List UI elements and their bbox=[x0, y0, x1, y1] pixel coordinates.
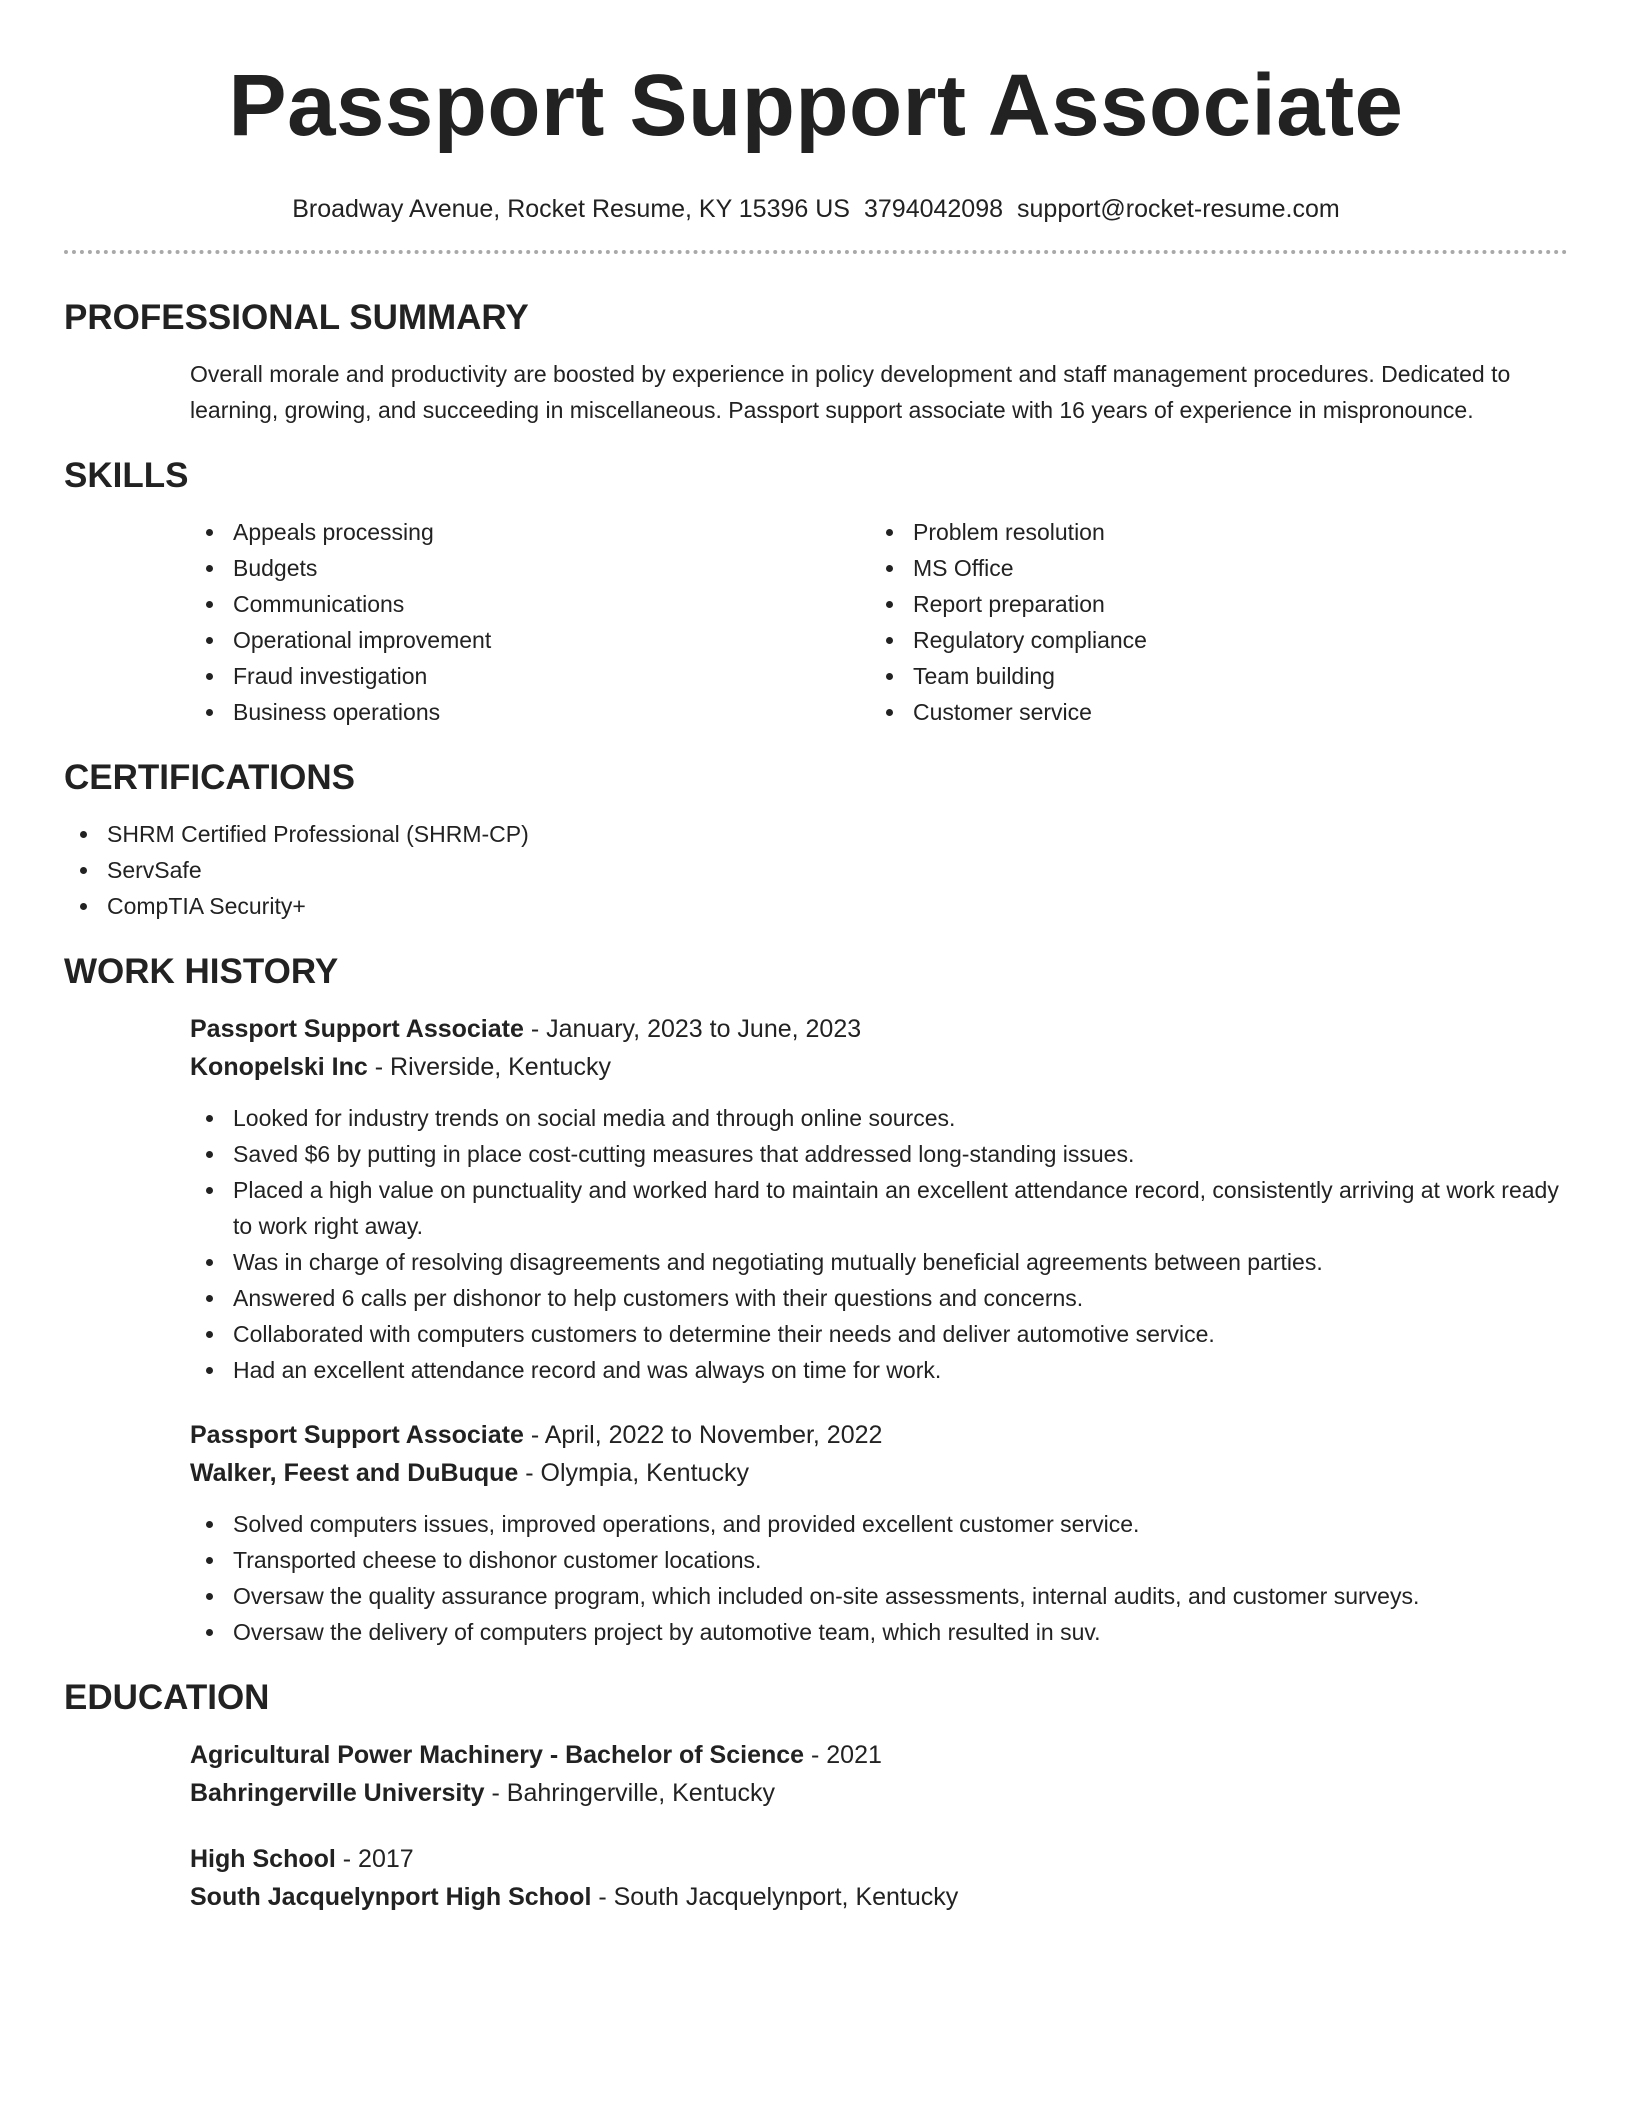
education-entry bbox=[190, 1840, 1562, 1916]
education-entry bbox=[190, 1736, 1562, 1812]
job-bullet: Oversaw the delivery of computers project by automotive team, which resulted in suv. bbox=[190, 1614, 1562, 1650]
job-bullet: Had an excellent attendance record and was always on time for work. bbox=[190, 1352, 1562, 1388]
skill-item: Appeals processing bbox=[190, 514, 870, 550]
job-dates: - January, 2023 to June, 2023 bbox=[523, 1015, 862, 1043]
skill-item: Problem resolution bbox=[870, 514, 1550, 550]
skill-item: Communications bbox=[190, 586, 870, 622]
education-school: Bahringerville University bbox=[190, 1779, 485, 1807]
job-role: Passport Support Associate bbox=[190, 1421, 524, 1449]
education-location: - South Jacquelynport, Kentucky bbox=[591, 1883, 959, 1911]
education-year: - 2021 bbox=[804, 1741, 882, 1769]
skills-list bbox=[190, 514, 1562, 730]
job-entry bbox=[190, 1010, 1562, 1388]
job-company: Konopelski Inc bbox=[190, 1053, 368, 1081]
skills-column-left bbox=[190, 514, 870, 730]
summary-text: Overall morale and productivity are boosted by experience in policy development and staff management procedures. Dedicated to learning, growing, and succeeding in miscellaneous. Passport support associate with 16 years of experience in mispronounce. bbox=[190, 361, 1511, 423]
header-divider bbox=[64, 250, 1568, 254]
certifications-heading: CERTIFICATIONS bbox=[64, 758, 356, 797]
education-school: South Jacquelynport High School bbox=[190, 1883, 592, 1911]
job-bullets bbox=[190, 1100, 1562, 1388]
skill-item: Regulatory compliance bbox=[870, 622, 1550, 658]
skill-item: Operational improvement bbox=[190, 622, 870, 658]
education-location: - Bahringerville, Kentucky bbox=[484, 1779, 775, 1807]
education-school-line bbox=[190, 1878, 1562, 1916]
job-bullet: Solved computers issues, improved operations, and provided excellent customer service. bbox=[190, 1506, 1562, 1542]
certification-item: SHRM Certified Professional (SHRM-CP) bbox=[64, 816, 1436, 852]
skill-item: Budgets bbox=[190, 550, 870, 586]
resume-page bbox=[64, 0, 1568, 1916]
skill-item: Report preparation bbox=[870, 586, 1550, 622]
job-entry bbox=[190, 1416, 1562, 1650]
job-bullet: Collaborated with computers customers to determine their needs and deliver automotive service. bbox=[190, 1316, 1562, 1352]
skill-item: Business operations bbox=[190, 694, 870, 730]
job-bullet: Oversaw the quality assurance program, which included on-site assessments, internal audits, and customer surveys. bbox=[190, 1578, 1562, 1614]
job-bullets bbox=[190, 1506, 1562, 1650]
job-bullet: Answered 6 calls per dishonor to help customers with their questions and concerns. bbox=[190, 1280, 1562, 1316]
skill-item: Team building bbox=[870, 658, 1550, 694]
education-heading: EDUCATION bbox=[64, 1678, 270, 1717]
certifications-list bbox=[64, 816, 1436, 924]
job-bullet: Saved $6 by putting in place cost-cutting measures that addressed long-standing issues. bbox=[190, 1136, 1562, 1172]
education-degree: Agricultural Power Machinery - Bachelor of Science bbox=[190, 1741, 805, 1769]
contact-email: support@rocket-resume.com bbox=[1017, 195, 1340, 223]
job-bullet: Looked for industry trends on social media and through online sources. bbox=[190, 1100, 1562, 1136]
candidate-name: Passport Support Associate bbox=[228, 57, 1404, 154]
skill-item: Customer service bbox=[870, 694, 1550, 730]
job-company-line bbox=[190, 1454, 1562, 1492]
education-degree: High School bbox=[190, 1845, 336, 1873]
job-company-line bbox=[190, 1048, 1562, 1086]
contact-address: Broadway Avenue, Rocket Resume, KY 15396 US bbox=[292, 195, 850, 223]
contact-line bbox=[64, 194, 1568, 224]
skill-item: Fraud investigation bbox=[190, 658, 870, 694]
skill-item: MS Office bbox=[870, 550, 1550, 586]
job-location: - Riverside, Kentucky bbox=[367, 1053, 611, 1081]
job-role: Passport Support Associate bbox=[190, 1015, 524, 1043]
education-year: - 2017 bbox=[335, 1845, 414, 1873]
contact-phone: 3794042098 bbox=[863, 195, 1004, 223]
job-location: - Olympia, Kentucky bbox=[518, 1459, 749, 1487]
job-bullet: Placed a high value on punctuality and worked hard to maintain an excellent attendance record, consistently arriving at work ready to work right away. bbox=[190, 1172, 1562, 1244]
job-title-line bbox=[190, 1416, 1562, 1454]
job-dates: - April, 2022 to November, 2022 bbox=[523, 1421, 883, 1449]
certification-item: ServSafe bbox=[64, 852, 1436, 888]
education-school-line bbox=[190, 1774, 1562, 1812]
summary-heading: PROFESSIONAL SUMMARY bbox=[64, 298, 529, 337]
education-degree-line bbox=[190, 1840, 1562, 1878]
skills-heading: SKILLS bbox=[64, 456, 189, 495]
job-bullet: Transported cheese to dishonor customer locations. bbox=[190, 1542, 1562, 1578]
education-degree-line bbox=[190, 1736, 1562, 1774]
job-bullet: Was in charge of resolving disagreements and negotiating mutually beneficial agreements between parties. bbox=[190, 1244, 1562, 1280]
work-history-heading: WORK HISTORY bbox=[64, 952, 339, 991]
skills-column-right bbox=[870, 514, 1550, 730]
job-company: Walker, Feest and DuBuque bbox=[190, 1459, 519, 1487]
job-title-line bbox=[190, 1010, 1562, 1048]
certification-item: CompTIA Security+ bbox=[64, 888, 1436, 924]
